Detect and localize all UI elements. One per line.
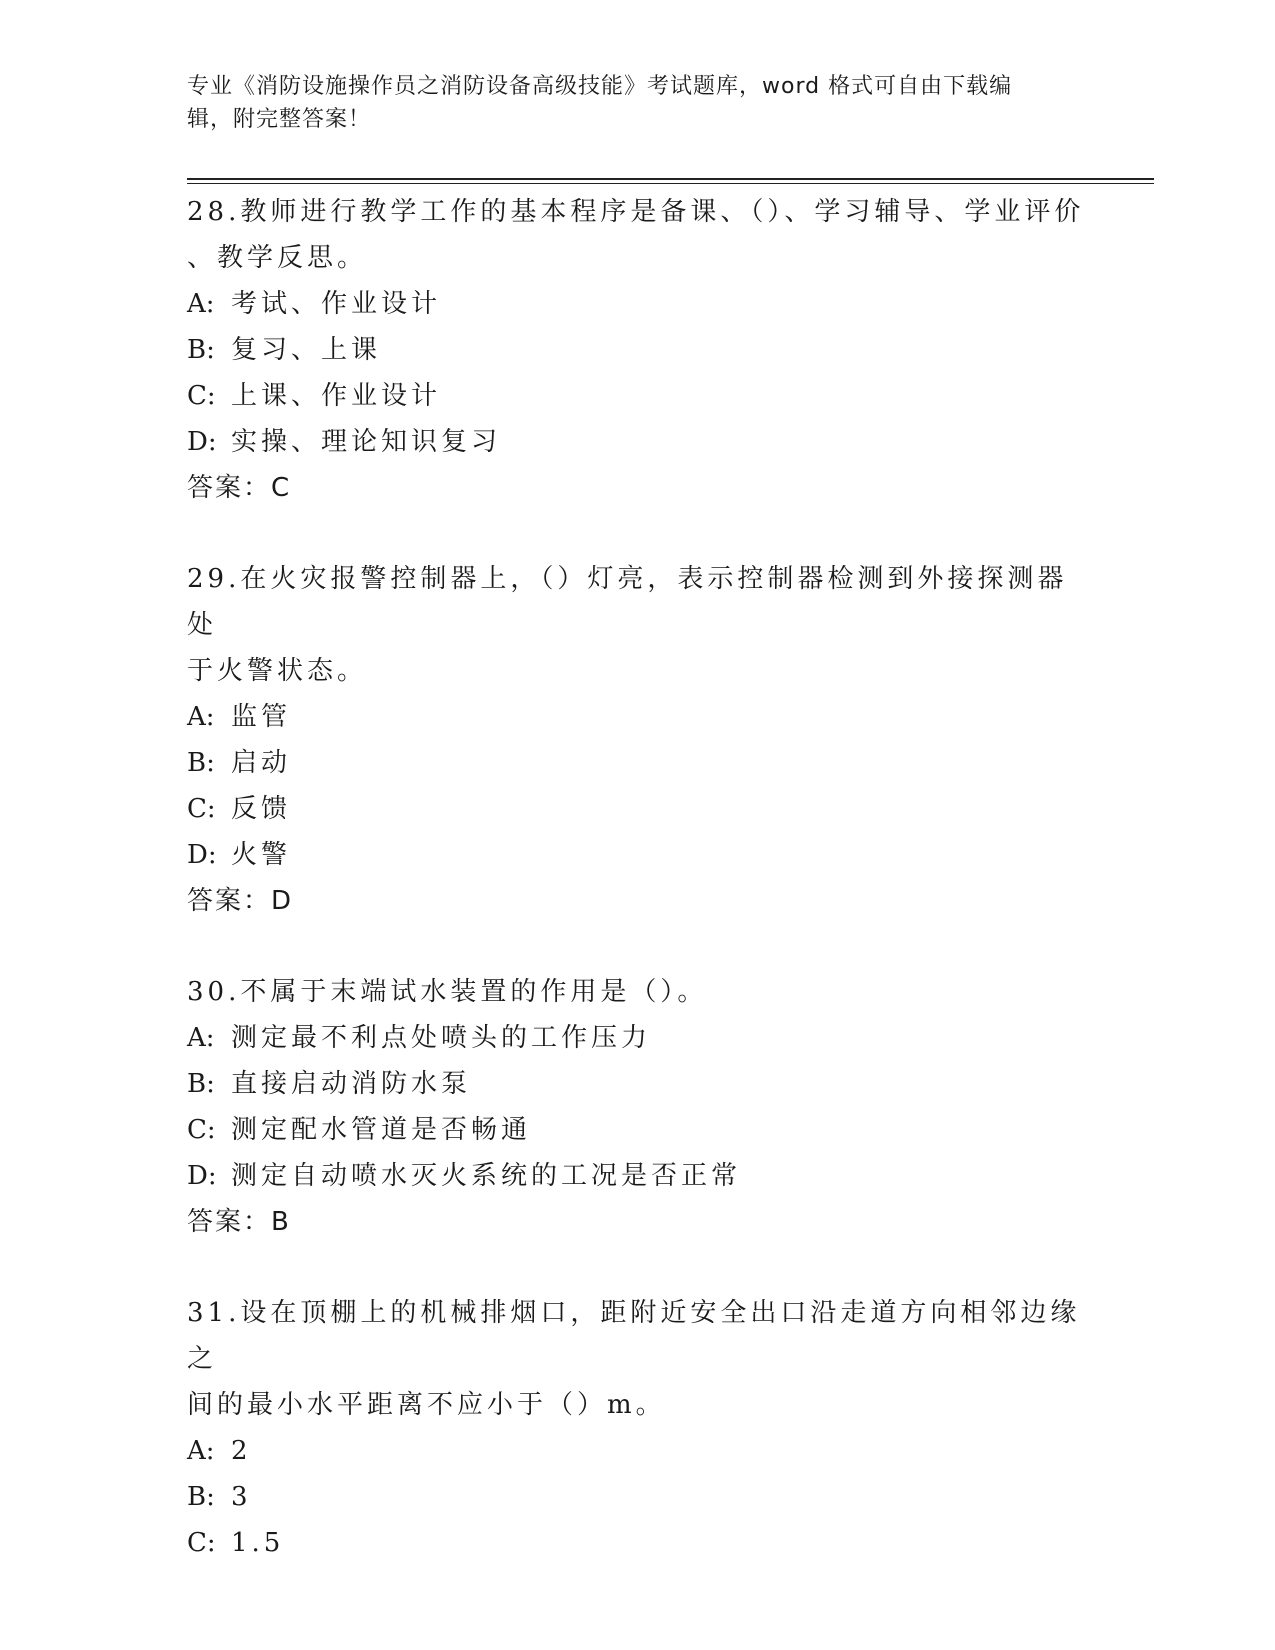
question-stem: 31.设在顶棚上的机械排烟口，距附近安全出口沿走道方向相邻边缘之 xyxy=(187,1298,1081,1374)
option-b xyxy=(187,1474,1087,1520)
question-stem-continued: 间的最小水平距离不应小于（）m。 xyxy=(187,1390,666,1420)
option-label: D: xyxy=(187,840,217,870)
option-a xyxy=(187,1428,1087,1474)
option-label: C: xyxy=(187,794,216,824)
option-text: 3 xyxy=(231,1482,252,1512)
option-label: C: xyxy=(187,1528,216,1558)
option-label: B: xyxy=(187,335,215,365)
option-c xyxy=(187,1520,1087,1566)
option-d xyxy=(187,1153,1087,1199)
question-29 xyxy=(187,556,1087,924)
option-label: C: xyxy=(187,381,216,411)
option-label: D: xyxy=(187,1161,217,1191)
answer-line: 答案：B xyxy=(187,1207,291,1237)
option-d xyxy=(187,419,1087,465)
header-divider-thin xyxy=(187,183,1154,184)
option-label: B: xyxy=(187,748,215,778)
document-header xyxy=(187,70,1067,136)
header-line-1: 专业《消防设施操作员之消防设备高级技能》考试题库，word 格式可自由下载编 xyxy=(187,74,1013,99)
option-b xyxy=(187,740,1087,786)
question-stem: 29.在火灾报警控制器上，（）灯亮，表示控制器检测到外接探测器处 xyxy=(187,564,1068,640)
option-text: 实操、理论知识复习 xyxy=(231,427,502,457)
question-stem-continued: 于火警状态。 xyxy=(187,656,368,686)
option-c xyxy=(187,1107,1087,1153)
header-line-2: 辑，附完整答案！ xyxy=(187,107,372,132)
question-list xyxy=(187,189,1087,1611)
answer-line: 答案：D xyxy=(187,886,294,916)
option-text: 测定自动喷水灭火系统的工况是否正常 xyxy=(231,1161,742,1191)
option-b xyxy=(187,1061,1087,1107)
question-stem: 28.教师进行教学工作的基本程序是备课、（）、学习辅导、学业评价 xyxy=(187,197,1085,227)
option-d xyxy=(187,832,1087,878)
question-30 xyxy=(187,969,1087,1245)
option-label: A: xyxy=(187,1023,215,1053)
option-label: A: xyxy=(187,289,215,319)
option-c xyxy=(187,786,1087,832)
option-text: 测定最不利点处喷头的工作压力 xyxy=(231,1023,652,1053)
option-text: 监管 xyxy=(231,702,292,732)
option-c xyxy=(187,373,1087,419)
answer-line: 答案：C xyxy=(187,473,292,503)
option-label: A: xyxy=(187,1436,215,1466)
option-a xyxy=(187,694,1087,740)
header-divider-thick xyxy=(187,178,1154,180)
question-31 xyxy=(187,1290,1087,1566)
option-label: B: xyxy=(187,1069,215,1099)
option-text: 反馈 xyxy=(231,794,292,824)
question-stem-continued: 、教学反思。 xyxy=(187,243,368,273)
question-stem: 30.不属于末端试水装置的作用是（）。 xyxy=(187,977,708,1007)
option-text: 2 xyxy=(231,1436,252,1466)
option-a xyxy=(187,1015,1087,1061)
option-text: 复习、上课 xyxy=(231,335,382,365)
option-text: 直接启动消防水泵 xyxy=(231,1069,472,1099)
option-label: C: xyxy=(187,1115,216,1145)
option-label: A: xyxy=(187,702,215,732)
option-text: 考试、作业设计 xyxy=(231,289,442,319)
option-text: 1.5 xyxy=(231,1528,285,1558)
option-label: D: xyxy=(187,427,217,457)
option-a xyxy=(187,281,1087,327)
option-text: 上课、作业设计 xyxy=(231,381,442,411)
option-text: 测定配水管道是否畅通 xyxy=(231,1115,532,1145)
option-label: B: xyxy=(187,1482,215,1512)
option-text: 火警 xyxy=(231,840,292,870)
option-b xyxy=(187,327,1087,373)
question-28 xyxy=(187,189,1087,511)
option-text: 启动 xyxy=(231,748,292,778)
